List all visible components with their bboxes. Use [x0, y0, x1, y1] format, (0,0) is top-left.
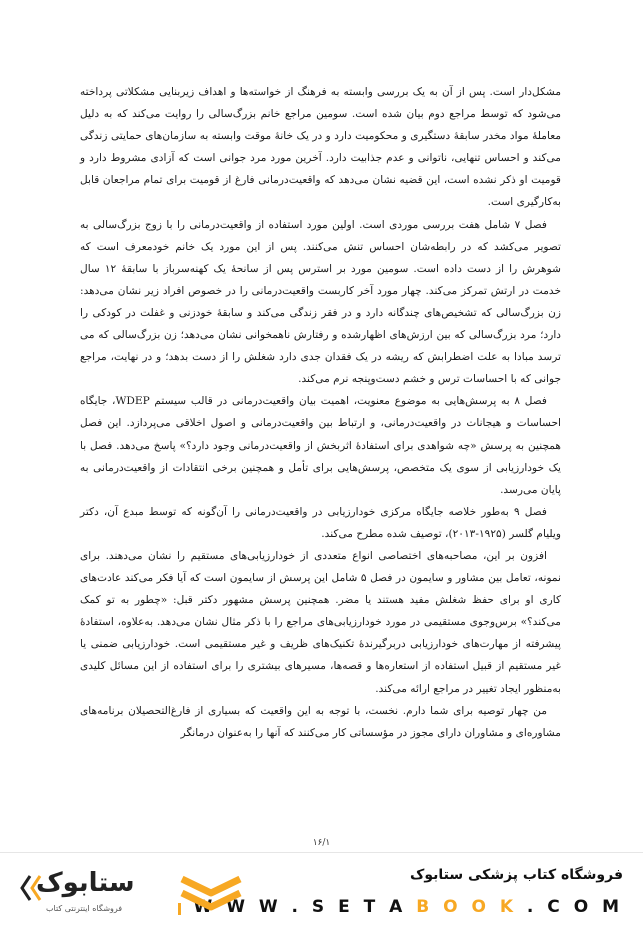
- logo-word: ستابوک: [36, 868, 135, 898]
- paragraph-3: فصل ۸ به پرسش‌هایی به موضوع معنویت، اهمیت بیان واقعیت‌درمانی در قالب سیستم WDEP، جایگاه احساسات و هیجانات در واقعیت‌درمانی، و ارتباط بین واقعیت‌درمانی و اصول اخلاقی می‌پردازد. این فصل همچنین به پرسش «چه شواهدی برای استفادهٔ اثربخش از واقعیت‌درمانی وجود دارد؟» پاسخ می‌دهد. فصل با یک خودارزیابی از سوی یک متخصص، پرسش‌هایی برای تأمل و همچنین برخی انتقادات از واقعیت‌درمانی به پایان می‌رسد.: [80, 395, 561, 496]
- shop-url-part3: . C O M: [517, 897, 623, 917]
- shop-url-part2: B O O K: [416, 897, 518, 917]
- paragraph-1: مشکل‌دار است. پس از آن به یک بررسی وابسته به فرهنگ از خواسته‌ها و اهداف زیربنایی مشکلاتی پرداخته می‌شود که توسط مراجع دوم بیان شده است. سومین مراجع خانم بزرگ‌سالی را روایت می‌کند که به دلیل معاملهٔ مواد مخدر سابقهٔ دستگیری و محکومیت دارد و در یک خانهٔ موقت وابسته به سازمان‌های حمایتی زندگی می‌کند و احساس تنهایی، ناتوانی و عدم جذابیت دارد. آخرین مورد مرد جوانی است که آزادی مشروط دارد و قومیت او ذکر نشده است، این قضیه نشان می‌دهد که واقعیت‌درمانی فارغ از قومیت برای تمام مراجعان قابل به‌کارگیری است.: [80, 86, 561, 209]
- shop-url[interactable]: [194, 897, 623, 917]
- logo-tagline: فروشگاه اینترنتی کتاب: [46, 904, 123, 913]
- paragraph-2: فصل ۷ شامل هفت بررسی موردی است. اولین مورد استفاده از واقعیت‌درمانی را با زوج بزرگ‌سالی به تصویر می‌کشد که در رابطه‌شان احساس تنش می‌کنند. پس از این مورد یک خانم خودمعرف است که شوهرش را از دست داده است. سومین مورد بر استرس پس از سانحهٔ یک کهنه‌سرباز با سابقهٔ ۱۲ سال خدمت در ارتش تمرکز می‌کند. چهار مورد آخر کاربست واقعیت‌درمانی را در خصوص افراد زیر نشان می‌دهد: زن بزرگ‌سالی که تشخیص‌های چندگانه دارد و در فقر زندگی می‌کند و سابقهٔ خودزنی و غفلت در کودکی را دارد؛ مرد بزرگ‌سالی که بین ارزش‌های اظهارشده و رفتارش ناهمخوانی نشان می‌دهد؛ زن بزرگ‌سالی که می ترسد مبادا به علت اضطرابش که ریشه در یک فقدان جدی دارد شغلش را از دست بدهد؛ و در نهایت، مراجع جوانی که با احساسات ترس و خشم دست‌وپنجه نرم می‌کند.: [80, 218, 561, 386]
- body-text: [80, 81, 561, 744]
- page-number: ۱۶/۱: [312, 838, 331, 848]
- setabook-logo[interactable]: [20, 868, 170, 920]
- paragraph-4: فصل ۹ به‌طور خلاصه جایگاه مرکزی خودارزیابی در واقعیت‌درمانی را آن‌گونه که توسط مبدع آن، دکتر ویلیام گلسر (۱۹۲۵-۲۰۱۳)، توصیف شده مطرح می‌کند.: [80, 505, 561, 540]
- shop-name: فروشگاه کتاب پزشکی ستابوک: [410, 867, 623, 883]
- paragraph-6: من چهار توصیه برای شما دارم. نخست، با توجه به این واقعیت که بسیاری از فارغ‌التحصیلان برنامه‌های مشاوره‌ای و مشاوران دارای مجوز در مؤسساتی کار می‌کنند که آنها را به‌عنوان درمانگر: [80, 704, 561, 739]
- shop-url-part1: W W W . S E T A: [193, 897, 417, 917]
- book-logo-icon: [178, 873, 244, 917]
- paragraph-5: افزون بر این، مصاحبه‌های اختصاصی انواع متعددی از خودارزیابی‌های مستقیم را نشان می‌دهند. برای نمونه، تعامل بین مشاور و سایمون در فصل ۵ شامل این پرسش از سایمون است که آیا فکر می‌کند عادت‌های کاری او برای حفظ شغلش مفید هستند یا مضر. همچنین پرسش مشهور دکتر قبل: «چطور به تو کمک می‌کند؟» برس‌وجوی مستقیمی در مورد خودارزیابی‌های مراجع را با ذکر مثال نشان می‌دهد. به‌علاوه، استفادهٔ پیشرفته از مهارت‌های خودارزیابی دربرگیرندهٔ تکنیک‌های ظریف و غیر مستقیمی است. خودارزیابی ضمنی یا غیر مستقیم از قبیل استفاده از استعاره‌ها و قصه‌ها، مسیرهای بیشتری را برای استفاده از این مسائل کلیدی به‌منظور ایجاد تغییر در مراجع ارائه می‌کند.: [80, 549, 561, 695]
